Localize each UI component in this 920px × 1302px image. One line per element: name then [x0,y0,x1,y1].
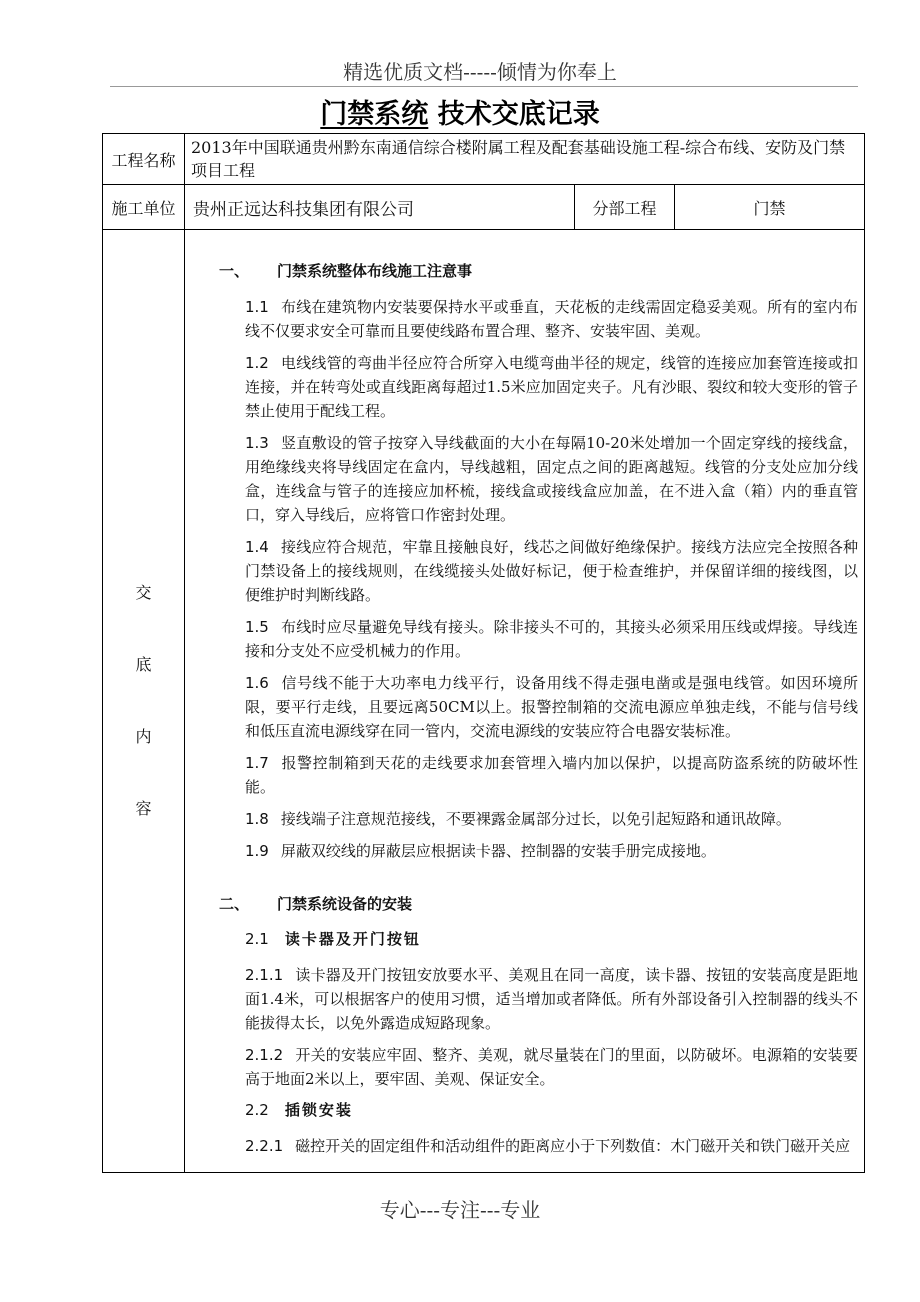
list-item: 1.7 报警控制箱到天花的走线要求加套管埋入墙内加以保护，以提高防盗系统的防破坏性能。 [245,754,859,796]
list-item: 1.5 布线时应尽量避免导线有接头。除非接头不可的，其接头必须采用压线或焊接。导线连接和分支处不应受机械力的作用。 [245,618,859,660]
title-system: 门禁系统 [320,99,429,130]
footer-watermark: 专心---专注---专业 [379,1198,541,1222]
list-item: 1.1 布线在建筑物内安装要保持水平或垂直，天花板的走线需固定稳妥美观。所有的室内布线不仅要求安全可靠而且要使线路布置合理、整齐、安装牢固、美观。 [245,298,859,340]
header-divider [110,86,858,87]
list-item: 2.2.1 磁控开关的固定组件和活动组件的距离应小于下列数值：木门磁开关和铁门磁开关应 [245,1137,851,1155]
project-name-label: 工程名称 [103,134,185,185]
construction-unit-value: 贵州正远达科技集团有限公司 [185,185,575,230]
list-item: 2.1.1 读卡器及开门按钮安放要水平、美观且在同一高度，读卡器、按钮的安装高度是距地面1.4米，可以根据客户的使用习惯，适当增加或者降低。所有外部设备引入控制器的线头不能拔得太长，以免外露造成短路现象。 [245,966,859,1032]
subsection-heading: 2.2 插锁安装 [245,1101,353,1119]
content-body [185,230,865,1173]
list-item: 2.1.2 开关的安装应牢固、整齐、美观，就尽量装在门的里面，以防破坏。电源箱的安装要高于地面2米以上，要牢固、美观、保证安全。 [245,1046,859,1088]
section-heading [219,260,858,281]
section-heading [219,893,858,914]
sub-project-value: 门禁 [675,185,865,230]
header-watermark: 精选优质文档-----倾情为你奉上 [343,60,617,84]
project-name-value: 2013年中国联通贵州黔东南通信综合楼附属工程及配套基础设施工程-综合布线、安防及门禁项目工程 [185,134,865,185]
content-label-char: 底 [135,655,152,674]
content-label [103,230,185,1173]
list-item: 1.2 电线线管的弯曲半径应符合所穿入电缆弯曲半径的规定，线管的连接应加套管连接或扣连接，并在转弯处或直线距离每超过1.5米应加固定夹子。凡有沙眼、裂纹和较大变形的管子禁止使用于配线工程。 [245,354,859,420]
content-label-char: 容 [135,799,152,818]
list-item: 1.6 信号线不能于大功率电力线平行，设备用线不得走强电凿或是强电线管。如因环境所限，要平行走线，且要远离50CM以上。报警控制箱的交流电源应单独走线，不能与信号线和低压直流电源线穿在同一管内，交流电源线的安装应符合电器安装标准。 [245,674,859,740]
list-item: 1.4 接线应符合规范，牢靠且接触良好，线芯之间做好绝缘保护。接线方法应完全按照各种门禁设备上的接线规则，在线缆接头处做好标记，便于检查维护，并保留详细的接线图，以便维护时判断线路。 [245,538,859,604]
record-table [102,133,865,1173]
construction-unit-label: 施工单位 [103,185,185,230]
sub-project-label: 分部工程 [575,185,675,230]
section-number: 二、 [219,895,250,913]
page-title [0,92,920,131]
section-title: 门禁系统整体布线施工注意事 [277,262,473,280]
list-item: 1.8 接线端子注意规范接线，不要裸露金属部分过长，以免引起短路和通讯故障。 [245,810,791,828]
section-number: 一、 [219,262,250,280]
list-item: 1.9 屏蔽双绞线的屏蔽层应根据读卡器、控制器的安装手册完成接地。 [245,842,716,860]
section-title: 门禁系统设备的安装 [277,895,413,913]
subsection-heading: 2.1 读卡器及开门按钮 [245,930,421,948]
title-rest: 技术交底记录 [428,99,600,130]
content-label-char: 交 [135,583,152,602]
content-label-char: 内 [135,727,152,746]
list-item: 1.3 竖直敷设的管子按穿入导线截面的大小在每隔10-20米处增加一个固定穿线的接线盒，用绝缘线夹将导线固定在盒内，导线越粗，固定点之间的距离越短。线管的分支处应加分线盒，连线盒与管子的连接应加杯梳，接线盒或接线盒应加盖，在不进入盒（箱）内的垂直管口，穿入导线后，应将管口作密封处理。 [245,434,859,524]
